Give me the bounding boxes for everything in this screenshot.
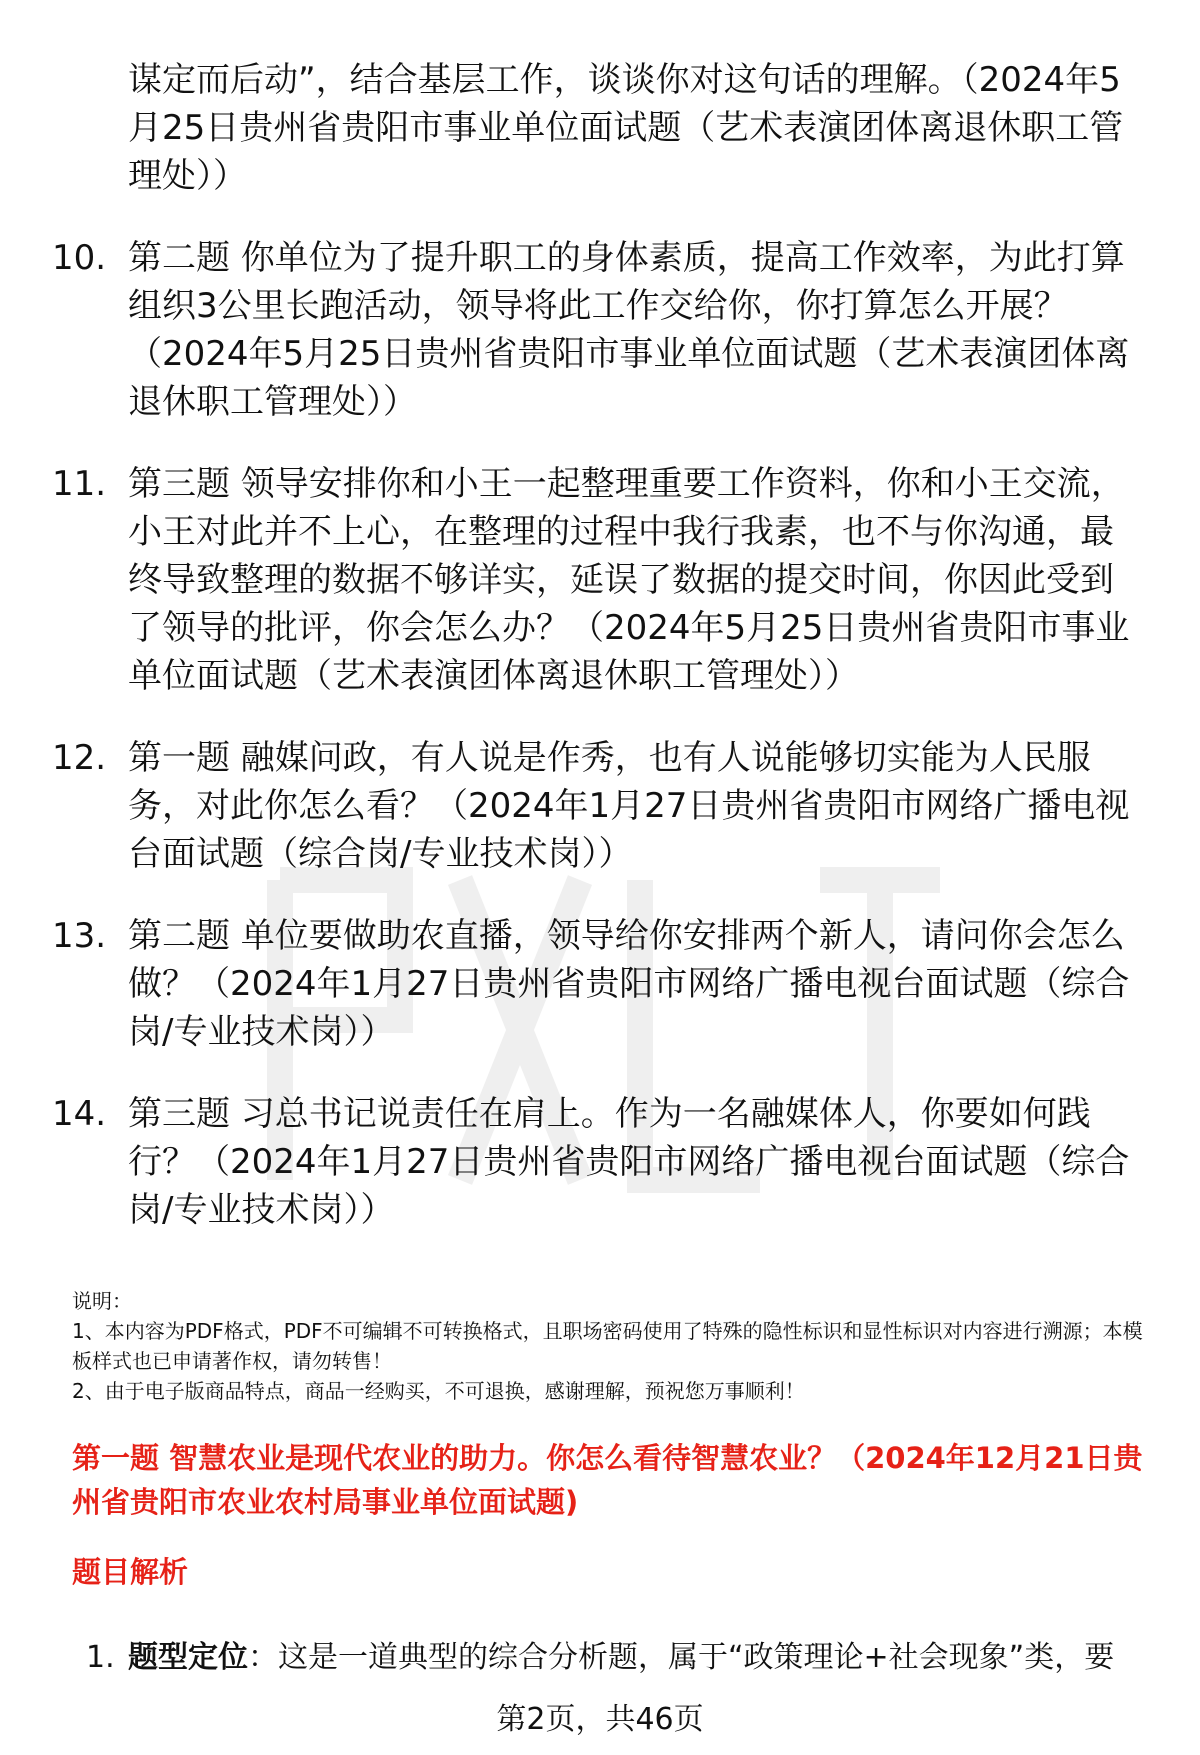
notes-section bbox=[72, 1286, 1162, 1406]
question-number: 12. bbox=[52, 738, 107, 778]
question-text: 第三题 习总书记说责任在肩上。作为一名融媒体人，你要如何践行？（2024年1月27日贵州省贵阳市网络广播电视台面试题（综合岗/专业技术岗）） bbox=[128, 1094, 1130, 1230]
notes-line: 2、由于电子版商品特点，商品一经购买，不可退换，感谢理解，预祝您万事顺利！ bbox=[72, 1379, 805, 1403]
question-number: 10. bbox=[52, 238, 107, 278]
question-item bbox=[52, 1090, 1152, 1234]
question-item bbox=[52, 56, 1152, 200]
question-item bbox=[52, 912, 1152, 1056]
question-text: 第一题 融媒问政，有人说是作秀，也有人说能够切实能为人民服务，对此你怎么看？（2024年1月27日贵州省贵阳市网络广播电视台面试题（综合岗/专业技术岗）） bbox=[128, 738, 1130, 874]
notes-line: 1、本内容为PDF格式，PDF不可编辑不可转换格式，且职场密码使用了特殊的隐性标识和显性标识对内容进行溯源；本模板样式也已申请著作权，请勿转售！ bbox=[72, 1319, 1143, 1373]
highlight-question: 第一题 智慧农业是现代农业的助力。你怎么看待智慧农业？（2024年12月21日贵州省贵阳市农业农村局事业单位面试题) bbox=[72, 1441, 1143, 1519]
analysis-heading: 题目解析 bbox=[72, 1555, 189, 1589]
analysis-point bbox=[86, 1638, 1166, 1678]
question-list bbox=[52, 56, 1152, 1268]
point-text: ：这是一道典型的综合分析题，属于“政策理论+社会现象”类，要 bbox=[248, 1640, 1115, 1675]
question-text: 谋定而后动”，结合基层工作，谈谈你对这句话的理解。（2024年5月25日贵州省贵阳市事业单位面试题（艺术表演团体离退休职工管理处）） bbox=[128, 60, 1124, 196]
question-number: 13. bbox=[52, 916, 107, 956]
notes-title: 说明： bbox=[72, 1289, 132, 1313]
question-text: 第二题 你单位为了提升职工的身体素质，提高工作效率，为此打算组织3公里长跑活动，领导将此工作交给你，你打算怎么开展？（2024年5月25日贵州省贵阳市事业单位面试题（艺术表演团体离退休职工管理处）） bbox=[128, 238, 1130, 422]
point-label: 题型定位 bbox=[128, 1640, 248, 1675]
question-text: 第三题 领导安排你和小王一起整理重要工作资料，你和小王交流，小王对此并不上心，在整理的过程中我行我素，也不与你沟通，最终导致整理的数据不够详实，延误了数据的提交时间，你因此受到了领导的批评，你会怎么办？（2024年5月25日贵州省贵阳市事业单位面试题（艺术表演团体离退休职工管理处）） bbox=[128, 464, 1130, 696]
question-item bbox=[52, 234, 1152, 426]
question-item bbox=[52, 460, 1152, 700]
point-number: 1. bbox=[86, 1640, 115, 1675]
question-item bbox=[52, 734, 1152, 878]
question-text: 第二题 单位要做助农直播，领导给你安排两个新人，请问你会怎么做？（2024年1月27日贵州省贵阳市网络广播电视台面试题（综合岗/专业技术岗）） bbox=[128, 916, 1130, 1052]
question-number: 11. bbox=[52, 464, 107, 504]
question-number: 14. bbox=[52, 1094, 107, 1134]
page-footer: 第2页，共46页 bbox=[496, 1702, 704, 1737]
